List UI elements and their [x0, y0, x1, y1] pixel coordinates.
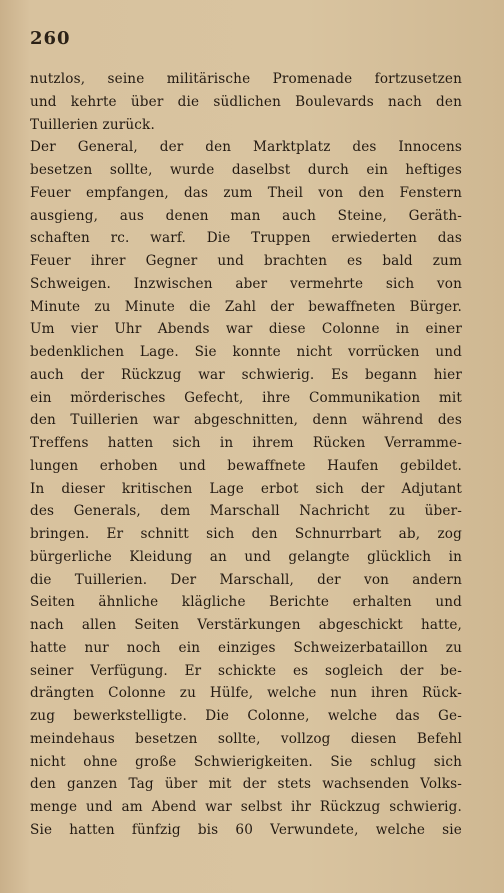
- text-line: und kehrte über die südlichen Boulevards nach den: [30, 93, 462, 110]
- text-line: des Generals, dem Marschall Nachricht zu über-: [30, 503, 462, 520]
- text-line: bürgerliche Kleidung an und gelangte glücklich in: [30, 548, 462, 565]
- text-line: Tuillerien zurück.: [30, 116, 155, 133]
- text-line: lungen erhoben und bewaffnete Haufen gebildet.: [30, 457, 462, 474]
- page-number: 260: [30, 28, 71, 49]
- text-line: zug bewerkstelligte. Die Colonne, welche das Ge-: [30, 708, 462, 724]
- text-line: schaften rc. warf. Die Truppen erwiederten das: [30, 230, 462, 247]
- body-text: [30, 68, 462, 842]
- text-line: Schweigen. Inzwischen aber vermehrte sich von: [30, 275, 462, 292]
- text-line: bedenklichen Lage. Sie konnte nicht vorrücken und: [30, 344, 462, 360]
- text-line: Sie hatten fünfzig bis 60 Verwundete, welche sie: [30, 821, 462, 838]
- text-line: den ganzen Tag über mit der stets wachsenden Volks-: [30, 776, 462, 793]
- text-line: hatte nur noch ein einziges Schweizerbataillon zu: [30, 639, 462, 656]
- text-line: nach allen Seiten Verstärkungen abgeschickt hatte,: [30, 617, 462, 633]
- text-line: In dieser kritischen Lage erbot sich der Adjutant: [30, 480, 462, 497]
- text-line: Treffens hatten sich in ihrem Rücken Verramme-: [30, 435, 462, 451]
- text-line: meindehaus besetzen sollte, vollzog diesen Befehl: [30, 730, 462, 747]
- text-line: auch der Rückzug war schwierig. Es begann hier: [30, 366, 462, 383]
- text-line: Minute zu Minute die Zahl der bewaffneten Bürger.: [30, 298, 462, 315]
- text-line: nicht ohne große Schwierigkeiten. Sie schlug sich: [30, 753, 462, 770]
- text-line: ein mörderisches Gefecht, ihre Communikation mit: [30, 389, 462, 406]
- text-line: die Tuillerien. Der Marschall, der von andern: [30, 571, 462, 588]
- text-line: Feuer ihrer Gegner und brachten es bald zum: [30, 253, 462, 269]
- text-line: besetzen sollte, wurde daselbst durch ein heftiges: [30, 162, 462, 178]
- text-line: Feuer empfangen, das zum Theil von den Fenstern: [30, 184, 462, 201]
- text-line: Der General, der den Marktplatz des Innocens: [30, 139, 462, 156]
- text-line: drängten Colonne zu Hülfe, welche nun ihren Rück-: [30, 685, 462, 702]
- text-line: Um vier Uhr Abends war diese Colonne in einer: [30, 321, 462, 338]
- text-line: Seiten ähnliche klägliche Berichte erhalten und: [30, 594, 462, 611]
- text-line: bringen. Er schnitt sich den Schnurrbart ab, zog: [30, 526, 462, 542]
- text-line: menge und am Abend war selbst ihr Rückzug schwierig.: [30, 799, 462, 815]
- text-line: den Tuillerien war abgeschnitten, denn während des: [30, 412, 462, 429]
- text-line: ausgieng, aus denen man auch Steine, Geräth-: [30, 207, 462, 224]
- text-line: seiner Verfügung. Er schickte es sogleich der be-: [30, 662, 462, 679]
- text-line: nutzlos, seine militärische Promenade fortzusetzen: [30, 71, 462, 87]
